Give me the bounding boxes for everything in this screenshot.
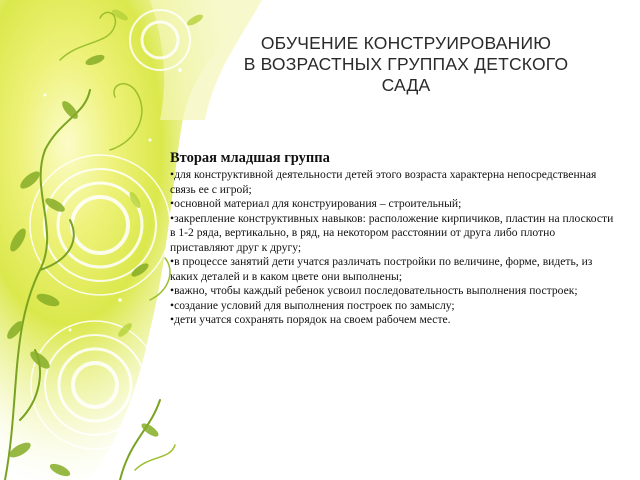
bullet-item	[170, 255, 620, 284]
bullet-text: закрепление конструктивных навыков: расположение кирпичиков, пластин на плоскости в 1-2 ряда, вертикально, в ряд, на некотором расстоянии от друга либо плотно приставляют друг к другу;	[170, 211, 614, 254]
bullet-text: дети учатся сохранять порядок на своем рабочем месте.	[174, 313, 451, 326]
bullet-item	[170, 299, 620, 314]
slide-title	[228, 33, 584, 96]
bullet-text: для конструктивной деятельности детей этого возраста характерна непосредственная связь ее с игрой;	[170, 168, 597, 196]
bullet-item	[170, 197, 620, 212]
bullet-text: основной материал для конструирования – строительный;	[174, 197, 462, 210]
section-heading: Вторая младшая группа	[170, 150, 330, 166]
bullet-text: важно, чтобы каждый ребенок усвоил последовательность выполнения построек;	[174, 284, 578, 297]
content-body	[170, 150, 620, 328]
bullet-text: создание условий для выполнения построек по замыслу;	[174, 298, 455, 312]
title-line-2: В ВОЗРАСТНЫХ ГРУППАХ ДЕТСКОГО	[243, 54, 569, 74]
title-line-3: САДА	[381, 75, 431, 95]
bullet-item	[170, 284, 620, 299]
bullet-item	[170, 212, 620, 256]
title-line-1: ОБУЧЕНИЕ КОНСТРУИРОВАНИЮ	[260, 33, 552, 53]
bullet-text: в процессе занятий дети учатся различать постройки по величине, форме, видеть, из каких деталей и в каком цвете они выполнены;	[170, 255, 593, 283]
bullet-list	[170, 168, 620, 328]
bullet-item	[170, 313, 620, 328]
bullet-item	[170, 168, 620, 197]
